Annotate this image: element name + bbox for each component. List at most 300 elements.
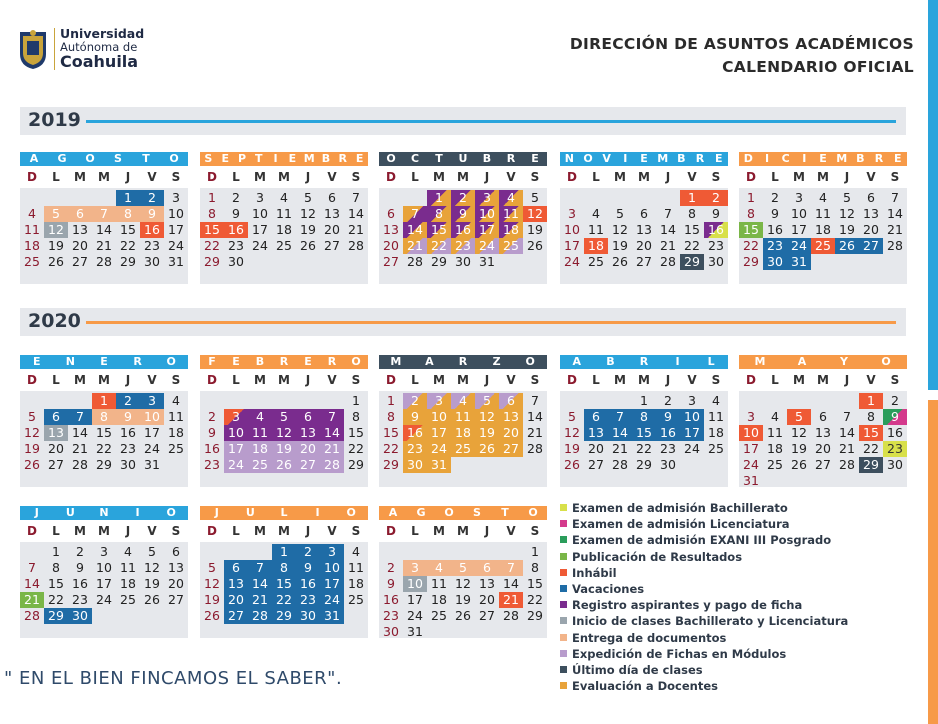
month-name-letter: T: [501, 506, 509, 519]
legend-label: Examen de admisión Licenciatura: [572, 517, 790, 532]
weekday-label: J: [844, 170, 850, 184]
day-cell: 30: [403, 457, 427, 473]
day-cell: 21: [527, 425, 543, 440]
day-cell: 13: [296, 425, 320, 441]
day-cell: 11: [276, 206, 292, 221]
day-cell: 6: [640, 206, 648, 221]
day-cell: 2: [140, 190, 164, 206]
day-cell: 8: [352, 409, 360, 424]
month-name-letter: B: [856, 152, 865, 165]
day-cell: 10: [140, 409, 164, 425]
weekday-label: S: [711, 170, 721, 184]
weekday-label: M: [817, 170, 829, 184]
weekday-label: L: [52, 524, 60, 538]
day-cell: 16: [887, 425, 903, 440]
month-name-letter: S: [204, 152, 213, 165]
day-cell: 23: [228, 238, 244, 253]
day-cell: 7: [68, 409, 92, 425]
day-cell: 19: [564, 441, 580, 456]
day-cell: 16: [296, 576, 320, 592]
day-cell: 14: [839, 425, 855, 440]
day-cell: 19: [791, 441, 807, 456]
day-cell: 26: [144, 592, 160, 607]
month-name-letter: R: [279, 355, 289, 368]
day-cell: 2: [387, 560, 395, 575]
day-cell: 22: [96, 441, 112, 456]
month-name-letter: R: [133, 355, 142, 368]
weekday-label: S: [351, 524, 361, 538]
day-cell: 11: [815, 206, 831, 221]
month-name-letter: Y: [840, 355, 848, 368]
day-cell: 13: [815, 425, 831, 440]
day-cell: 24: [743, 457, 759, 472]
day-cell: 23: [660, 441, 676, 456]
day-cell: 23: [403, 441, 427, 457]
day-cell: 30: [68, 608, 92, 624]
day-cell: 13: [863, 206, 879, 221]
day-cell: 22: [636, 441, 652, 456]
day-cell: 23: [120, 441, 136, 456]
day-cell: 15: [96, 425, 112, 440]
day-cell: 24: [144, 441, 160, 456]
day-cell: 11: [588, 222, 604, 237]
month-name-letter: J: [214, 506, 219, 519]
weekday-label: L: [232, 170, 240, 184]
day-cell: 2: [403, 393, 427, 409]
day-cell: 27: [72, 254, 88, 269]
weekday-label: M: [793, 170, 805, 184]
month-name-letter: I: [802, 152, 807, 165]
day-cell: 18: [584, 238, 608, 254]
month-name-letter: B: [255, 355, 265, 368]
day-cell: 12: [791, 425, 807, 440]
day-cell: 22: [120, 238, 136, 253]
day-cell: 15: [684, 222, 700, 237]
day-cell: 27: [168, 592, 184, 607]
day-cell: 8: [92, 409, 116, 425]
month-name-letter: M: [390, 355, 402, 368]
day-cell: 9: [656, 409, 680, 425]
day-cell: 28: [839, 457, 855, 472]
month-name-letter: E: [221, 152, 229, 165]
legend-label: Evaluación a Docentes: [572, 679, 719, 694]
weekday-label: D: [207, 373, 217, 387]
day-cell: 28: [320, 457, 344, 473]
day-cell: 7: [403, 206, 427, 222]
day-cell: 20: [224, 592, 248, 608]
day-cell: 6: [68, 206, 92, 222]
weekday-label: S: [530, 524, 540, 538]
day-cell: 16: [656, 425, 680, 441]
day-cell: 29: [204, 254, 220, 269]
month-name-letter: R: [639, 355, 649, 368]
day-cell: 2: [208, 409, 216, 424]
day-cell: 7: [608, 409, 632, 425]
month-name-letter: O: [528, 506, 538, 519]
day-cell: 11: [24, 222, 40, 237]
weekday-label: M: [98, 373, 110, 387]
day-cell: 12: [300, 206, 316, 221]
day-cell: 20: [636, 238, 652, 253]
day-cell: 9: [883, 409, 907, 425]
day-cell: 28: [887, 238, 903, 253]
day-cell: 8: [688, 206, 696, 221]
day-cell: 5: [208, 560, 216, 575]
day-cell: 18: [431, 592, 447, 607]
weekday-label: S: [171, 524, 181, 538]
day-cell: 15: [272, 576, 296, 592]
day-cell: 14: [527, 409, 543, 424]
day-cell: 27: [499, 441, 523, 457]
day-cell: 25: [120, 592, 136, 607]
day-cell: 1: [531, 544, 539, 559]
day-cell: 11: [451, 409, 475, 425]
month-name-letter: A: [388, 506, 398, 519]
day-cell: 6: [475, 560, 499, 576]
day-cell: 4: [280, 190, 288, 205]
day-cell: 14: [887, 206, 903, 221]
month-name-letter: B: [606, 355, 615, 368]
day-cell: 24: [96, 592, 112, 607]
day-cell: 20: [168, 576, 184, 591]
day-cell: 3: [568, 206, 576, 221]
year-label: 2020: [28, 310, 81, 332]
day-cell: 7: [531, 393, 539, 408]
weekday-label: S: [171, 373, 181, 387]
day-cell: 18: [451, 425, 475, 441]
weekday-label: S: [171, 170, 181, 184]
day-cell: 1: [116, 190, 140, 206]
day-cell: 28: [407, 254, 423, 269]
day-cell: 25: [431, 608, 447, 623]
month-name: [379, 355, 547, 369]
weekday-label: J: [844, 373, 850, 387]
day-cell: 29: [680, 254, 704, 270]
month-name-letter: L: [707, 355, 715, 368]
day-cell: 3: [100, 544, 108, 559]
day-cell: 24: [564, 254, 580, 269]
day-cell: 12: [839, 206, 855, 221]
month-name-letter: R: [874, 152, 884, 165]
day-cell: 11: [348, 560, 364, 575]
header-title-line2: CALENDARIO OFICIAL: [722, 58, 914, 76]
weekday-header: [200, 523, 368, 539]
day-cell: 16: [767, 222, 783, 237]
month-name-letter: T: [255, 152, 263, 165]
day-cell: 24: [684, 441, 700, 456]
day-cell: 21: [660, 238, 676, 253]
day-cell: 22: [348, 441, 364, 456]
weekday-label: L: [411, 170, 419, 184]
day-cell: 28: [503, 608, 519, 623]
year-band-2019: [20, 107, 906, 135]
day-cell: 16: [140, 222, 164, 238]
day-cell: 20: [815, 441, 831, 456]
day-cell: 24: [475, 238, 499, 254]
university-name-line2: Autónoma de: [60, 40, 138, 54]
legend-label: Inhábil: [572, 565, 617, 580]
weekday-label: M: [98, 524, 110, 538]
weekday-label: V: [327, 373, 337, 387]
day-cell: 1: [427, 190, 451, 206]
day-cell: 29: [527, 608, 543, 623]
day-cell: 8: [208, 206, 216, 221]
day-cell: 4: [451, 393, 475, 409]
legend-label: Publicación de Resultados: [572, 549, 743, 564]
day-cell: 20: [296, 441, 320, 457]
day-cell: 6: [328, 190, 336, 205]
day-cell: 13: [499, 409, 523, 425]
day-cell: 1: [208, 190, 216, 205]
day-cell: 19: [204, 592, 220, 607]
day-cell: 24: [427, 441, 451, 457]
day-cell: 3: [795, 190, 803, 205]
legend-label: Inicio de clases Bachillerato y Licenciatura: [572, 614, 849, 629]
day-cell: 29: [44, 608, 68, 624]
weekday-header: [739, 169, 907, 185]
weekday-label: M: [433, 373, 445, 387]
day-cell: 27: [383, 254, 399, 269]
weekday-label: M: [433, 170, 445, 184]
weekday-label: L: [52, 373, 60, 387]
day-cell: 15: [427, 222, 451, 238]
day-cell: 9: [140, 206, 164, 222]
day-cell: 3: [403, 560, 427, 576]
day-cell: 2: [771, 190, 779, 205]
legend-label: Expedición de Fichas en Módulos: [572, 646, 787, 661]
day-cell: 5: [531, 190, 539, 205]
day-cell: 26: [48, 254, 64, 269]
day-cell: 17: [475, 222, 499, 238]
day-cell: 27: [636, 254, 652, 269]
day-cell: 13: [72, 222, 88, 237]
day-cell: 7: [843, 409, 851, 424]
month-name: [379, 152, 547, 166]
day-cell: 8: [387, 409, 395, 424]
month-name-letter: O: [444, 506, 454, 519]
day-cell: 1: [352, 393, 360, 408]
legend-swatch: [560, 553, 567, 560]
day-cell: 12: [523, 206, 547, 222]
month-name: [560, 355, 728, 369]
day-cell: 31: [320, 608, 344, 624]
day-cell: 31: [787, 254, 811, 270]
weekday-label: D: [27, 170, 37, 184]
day-cell: 31: [479, 254, 495, 269]
day-cell: 29: [743, 254, 759, 269]
weekday-label: D: [386, 170, 396, 184]
day-cell: 17: [407, 592, 423, 607]
weekday-header: [379, 169, 547, 185]
day-cell: 19: [527, 222, 543, 237]
day-cell: 31: [144, 457, 160, 472]
day-cell: 10: [320, 560, 344, 576]
day-cell: 6: [387, 206, 395, 221]
legend-label: Registro aspirantes y pago de ficha: [572, 598, 803, 613]
month-name: [200, 506, 368, 520]
side-accent-bar-orange: [928, 400, 938, 724]
day-cell: 5: [44, 206, 68, 222]
day-cell: 5: [304, 190, 312, 205]
day-cell: 30: [144, 254, 160, 269]
weekday-label: D: [27, 373, 37, 387]
month-name: [560, 152, 728, 166]
day-cell: 29: [431, 254, 447, 269]
weekday-header: [379, 523, 547, 539]
day-cell: 15: [48, 576, 64, 591]
day-cell: 3: [427, 393, 451, 409]
day-cell: 21: [887, 222, 903, 237]
weekday-label: L: [411, 524, 419, 538]
day-cell: 1: [640, 393, 648, 408]
day-cell: 11: [431, 576, 447, 591]
day-cell: 19: [839, 222, 855, 237]
day-cell: 5: [148, 544, 156, 559]
day-cell: 3: [140, 393, 164, 409]
day-cell: 20: [383, 238, 399, 253]
day-cell: 11: [499, 206, 523, 222]
weekday-label: J: [125, 524, 131, 538]
month-name-letter: A: [572, 355, 582, 368]
day-cell: 1: [680, 190, 704, 206]
day-cell: 31: [407, 624, 423, 639]
day-cell: 23: [204, 457, 220, 472]
day-cell: 28: [348, 238, 364, 253]
month-name-letter: O: [881, 355, 891, 368]
weekday-label: V: [506, 170, 516, 184]
month-name-letter: M: [657, 152, 669, 165]
month-name-letter: O: [351, 355, 361, 368]
month-name-letter: R: [327, 355, 337, 368]
month-name-letter: B: [321, 152, 331, 165]
day-cell: 17: [743, 441, 759, 456]
day-cell: 22: [272, 592, 296, 608]
weekday-header: [560, 372, 728, 388]
day-cell: 13: [636, 222, 652, 237]
day-cell: 7: [28, 560, 36, 575]
day-cell: 22: [527, 592, 543, 607]
day-cell: 2: [891, 393, 899, 408]
weekday-label: V: [147, 373, 157, 387]
day-cell: 26: [300, 238, 316, 253]
weekday-label: M: [457, 373, 469, 387]
month-name-letter: D: [743, 152, 753, 165]
day-cell: 14: [96, 222, 112, 237]
day-cell: 17: [168, 222, 184, 237]
day-cell: 17: [320, 576, 344, 592]
day-cell: 19: [24, 441, 40, 456]
weekday-label: S: [711, 373, 721, 387]
day-cell: 28: [660, 254, 676, 269]
day-cell: 9: [771, 206, 779, 221]
month-name-letter: O: [583, 152, 593, 165]
day-cell: 28: [527, 441, 543, 456]
weekday-label: M: [457, 170, 469, 184]
month-name-letter: N: [564, 152, 574, 165]
day-cell: 24: [224, 457, 248, 473]
day-cell: 21: [839, 441, 855, 456]
weekday-label: V: [866, 373, 876, 387]
weekday-label: M: [638, 170, 650, 184]
month-name-letter: U: [458, 152, 468, 165]
day-cell: 17: [144, 425, 160, 440]
month-name: [200, 152, 368, 166]
weekday-label: L: [232, 373, 240, 387]
day-cell: 30: [708, 254, 724, 269]
weekday-label: L: [411, 373, 419, 387]
day-cell: 18: [815, 222, 831, 237]
day-cell: 2: [704, 190, 728, 206]
month-name-letter: O: [169, 152, 179, 165]
day-cell: 23: [708, 238, 724, 253]
weekday-label: M: [433, 524, 445, 538]
day-cell: 15: [383, 425, 399, 440]
weekday-label: S: [890, 170, 900, 184]
day-cell: 21: [348, 222, 364, 237]
day-cell: 7: [320, 409, 344, 425]
day-cell: 4: [771, 409, 779, 424]
day-cell: 23: [296, 592, 320, 608]
month-name-letter: P: [237, 152, 247, 165]
weekday-label: M: [74, 524, 86, 538]
day-cell: 22: [204, 238, 220, 253]
month-name-letter: O: [166, 355, 176, 368]
legend-swatch: [560, 520, 567, 527]
day-cell: 25: [588, 254, 604, 269]
day-cell: 4: [499, 190, 523, 206]
day-cell: 22: [48, 592, 64, 607]
motto: " EN EL BIEN FINCAMOS EL SABER".: [4, 668, 343, 689]
day-cell: 26: [527, 238, 543, 253]
day-cell: 19: [48, 238, 64, 253]
day-cell: 11: [120, 560, 136, 575]
day-cell: 15: [632, 425, 656, 441]
weekday-header: [20, 169, 188, 185]
weekday-label: M: [254, 524, 266, 538]
legend-swatch: [560, 585, 567, 592]
day-cell: 3: [172, 190, 180, 205]
day-cell: 1: [387, 393, 395, 408]
weekday-label: M: [614, 170, 626, 184]
day-cell: 20: [324, 222, 340, 237]
month-name-letter: Z: [492, 355, 501, 368]
weekday-label: S: [351, 170, 361, 184]
day-cell: 10: [475, 206, 499, 222]
weekday-label: M: [278, 170, 290, 184]
weekday-label: S: [530, 373, 540, 387]
day-cell: 16: [704, 222, 728, 238]
day-cell: 25: [248, 457, 272, 473]
day-cell: 16: [403, 425, 427, 441]
weekday-label: J: [305, 524, 311, 538]
day-cell: 10: [252, 206, 268, 221]
month-name-letter: R: [338, 152, 348, 165]
weekday-label: J: [484, 170, 490, 184]
weekday-label: V: [327, 524, 337, 538]
month-name-letter: I: [675, 355, 680, 368]
month-name-letter: E: [355, 152, 364, 165]
weekday-label: M: [254, 170, 266, 184]
weekday-label: D: [207, 170, 217, 184]
day-cell: 18: [276, 222, 292, 237]
day-cell: 8: [427, 206, 451, 222]
day-cell: 30: [763, 254, 787, 270]
day-cell: 12: [204, 576, 220, 591]
day-cell: 26: [204, 608, 220, 623]
month-name-letter: B: [677, 152, 686, 165]
day-cell: 6: [44, 409, 68, 425]
header-title-line1: DIRECCIÓN DE ASUNTOS ACADÉMICOS: [569, 35, 914, 53]
